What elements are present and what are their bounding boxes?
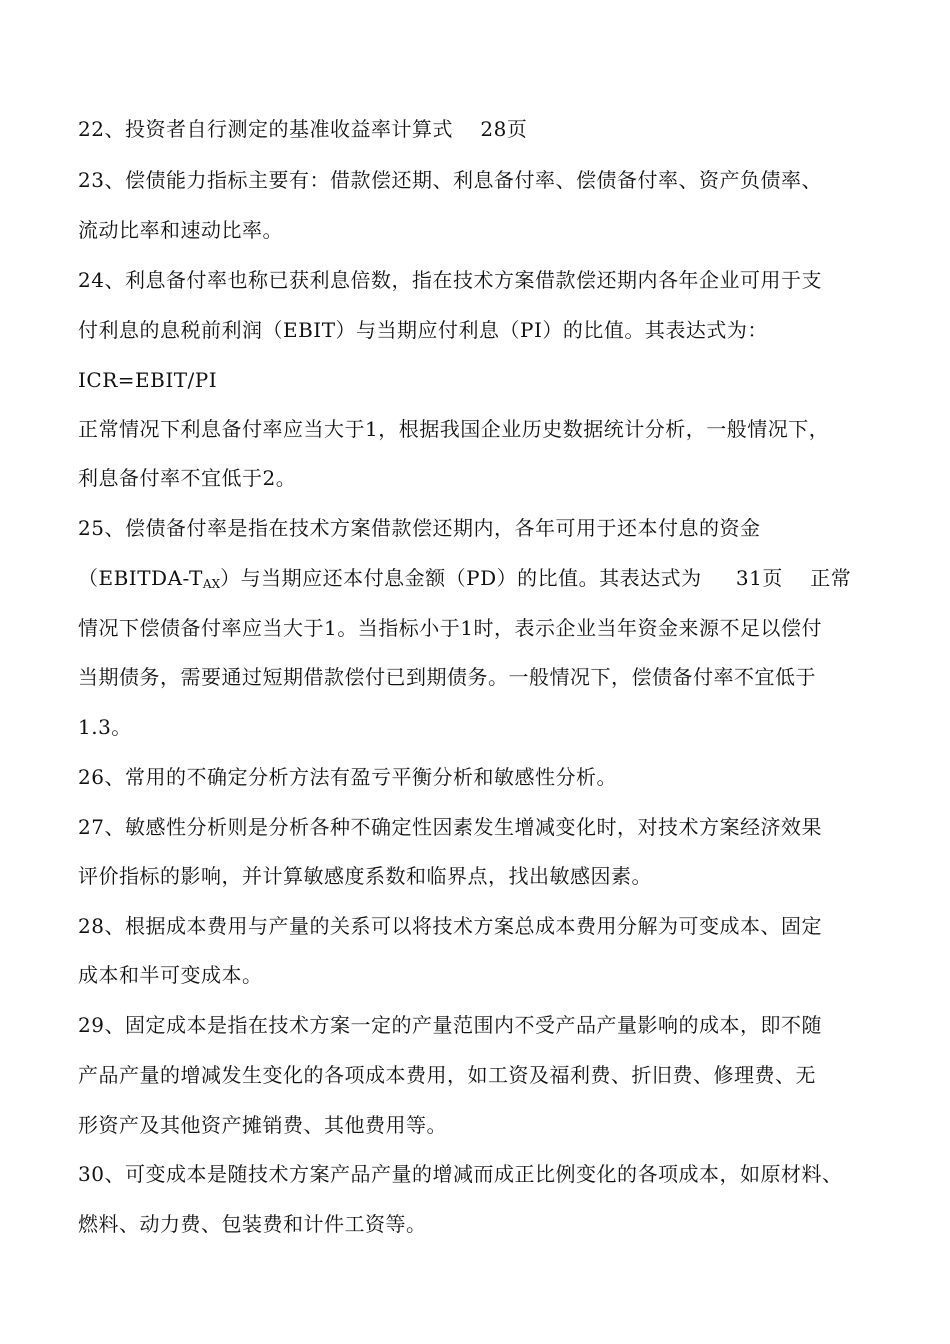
text-line-22: 22、投资者自行测定的基准收益率计算式 28页 <box>78 117 528 141</box>
text-line-25e: 1.3。 <box>78 715 132 739</box>
text-line-24b: 付利息的息税前利润（EBIT）与当期应付利息（PI）的比值。其表达式为： <box>78 318 768 342</box>
formula-icr: ICR=EBIT/PI <box>78 368 218 392</box>
text-line-30a: 30、可变成本是随技术方案产品产量的增减而成正比例变化的各项成本，如原材料、 <box>78 1162 843 1186</box>
text-line-26: 26、常用的不确定分析方法有盈亏平衡分析和敏感性分析。 <box>78 765 617 789</box>
text-line-27a: 27、敏感性分析则是分析各种不确定性因素发生增减变化时，对技术方案经济效果 <box>78 815 822 839</box>
text-line-23a: 23、偿债能力指标主要有：借款偿还期、利息备付率、偿债备付率、资产负债率、 <box>78 168 822 192</box>
text-line-24d: 利息备付率不宜低于2。 <box>78 466 297 490</box>
text-line-28b: 成本和半可变成本。 <box>78 963 263 987</box>
text-line-28a: 28、根据成本费用与产量的关系可以将技术方案总成本费用分解为可变成本、固定 <box>78 914 822 938</box>
ebitda-rest: ）与当期应还本付息金额（PD）的比值。其表达式为 31页 正常 <box>220 566 852 590</box>
text-line-24c: 正常情况下利息备付率应当大于1，根据我国企业历史数据统计分析，一般情况下， <box>78 417 830 441</box>
text-line-29c: 形资产及其他资产摊销费、其他费用等。 <box>78 1113 447 1137</box>
text-line-23b: 流动比率和速动比率。 <box>78 218 283 242</box>
text-line-29a: 29、固定成本是指在技术方案一定的产量范围内不受产品产量影响的成本，即不随 <box>78 1013 822 1037</box>
text-line-25b <box>78 563 918 593</box>
text-line-30b: 燃料、动力费、包装费和计件工资等。 <box>78 1212 427 1236</box>
text-line-27b: 评价指标的影响，并计算敏感度系数和临界点，找出敏感因素。 <box>78 864 652 888</box>
text-line-24a: 24、利息备付率也称已获利息倍数，指在技术方案借款偿还期内各年企业可用于支 <box>78 268 822 292</box>
text-line-25a: 25、偿债备付率是指在技术方案借款偿还期内，各年可用于还本付息的资金 <box>78 516 761 540</box>
text-line-25d: 当期债务，需要通过短期借款偿付已到期债务。一般情况下，偿债备付率不宜低于 <box>78 665 816 689</box>
tax-subscript: AX <box>202 577 221 591</box>
text-line-29b: 产品产量的增减发生变化的各项成本费用，如工资及福利费、折旧费、修理费、无 <box>78 1063 816 1087</box>
ebitda-text: （EBITDA-T <box>78 566 203 590</box>
text-line-25c: 情况下偿债备付率应当大于1。当指标小于1时，表示企业当年资金来源不足以偿付 <box>78 616 822 640</box>
